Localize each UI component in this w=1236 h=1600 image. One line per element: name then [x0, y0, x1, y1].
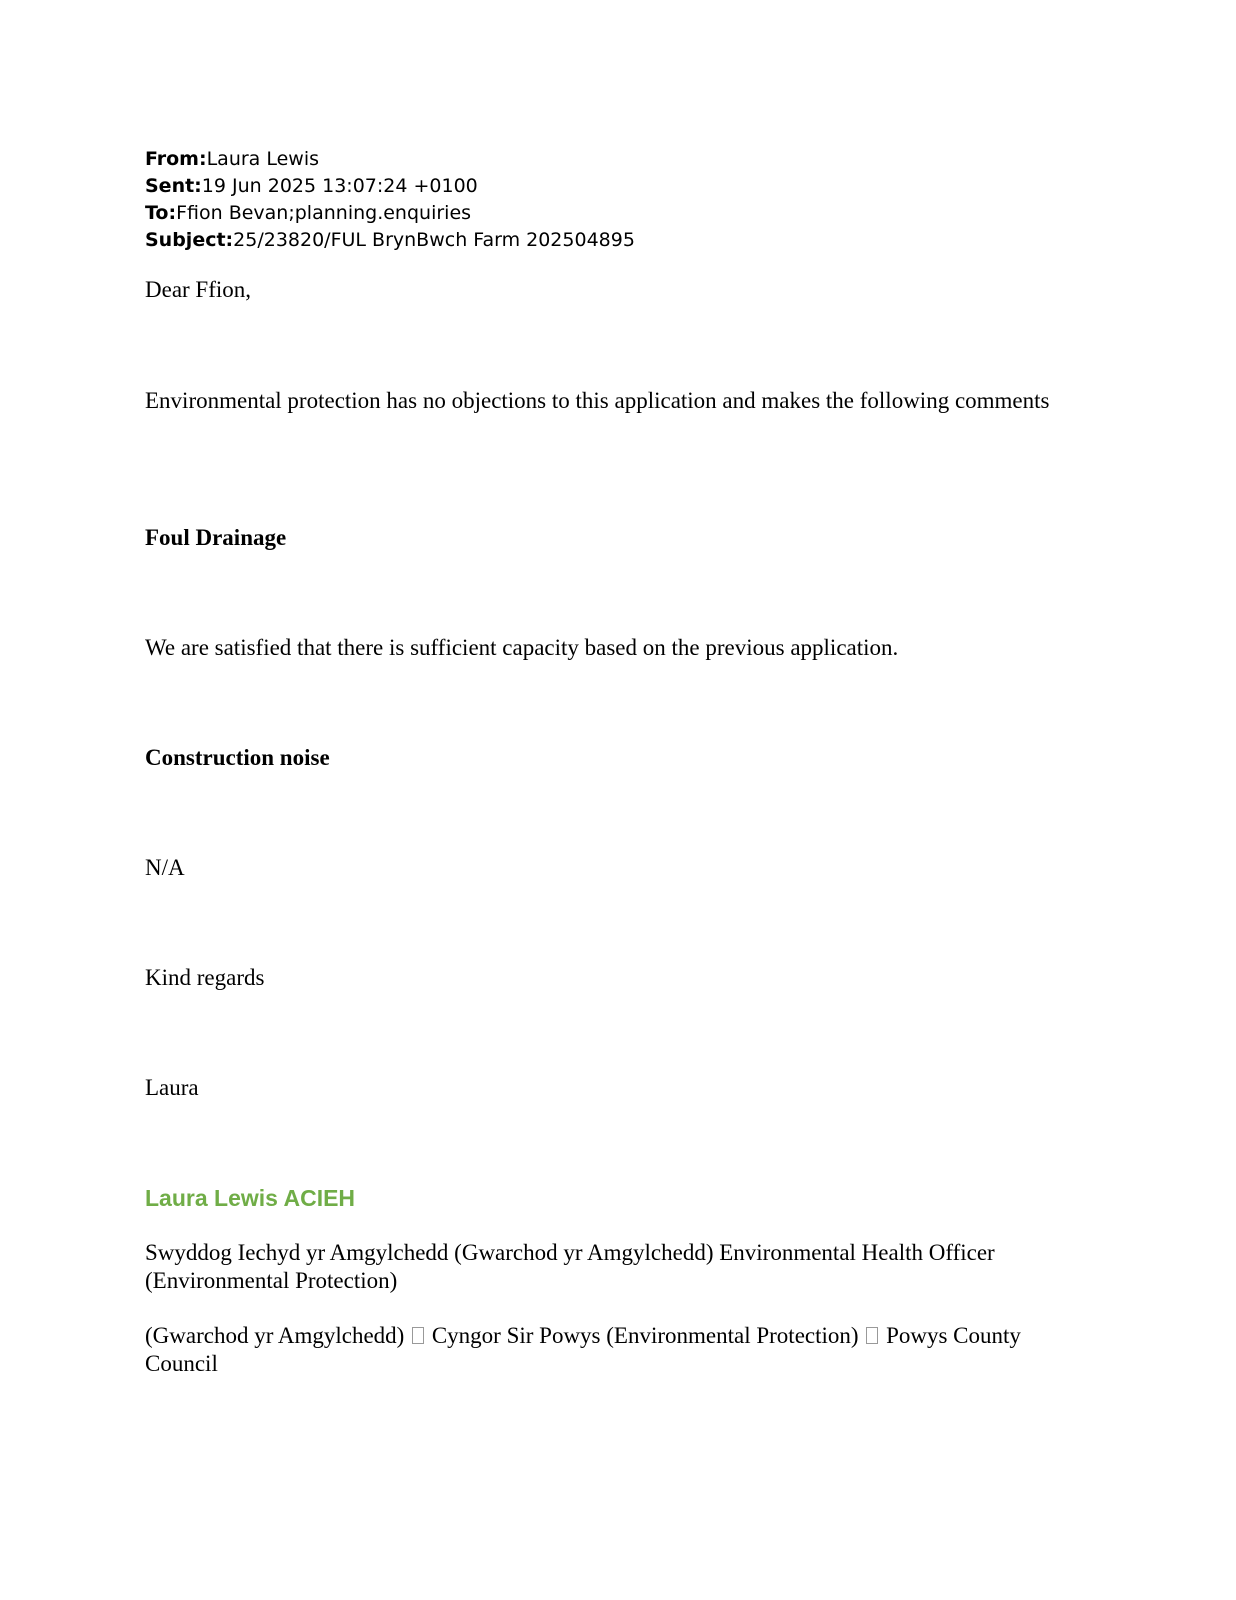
greeting: Dear Ffion,: [145, 277, 252, 302]
sent-label: Sent:: [145, 175, 202, 197]
to-line: [145, 200, 635, 227]
org-welsh-council: Cyngor Sir Powys (Environmental Protection): [431, 1323, 859, 1348]
foul-drainage-heading: Foul Drainage: [145, 525, 287, 550]
missing-glyph-icon: [412, 1327, 424, 1344]
missing-glyph-icon: [866, 1327, 878, 1344]
subject-line: [145, 227, 635, 254]
to-value: Ffion Bevan;planning.enquiries: [176, 202, 472, 224]
from-label: From:: [145, 148, 207, 170]
foul-drainage-text: We are satisfied that there is sufficient capacity based on the previous application.: [145, 635, 899, 660]
from-value: Laura Lewis: [206, 148, 320, 170]
subject-value: 25/23820/FUL BrynBwch Farm 202504895: [233, 229, 635, 251]
email-header: [145, 146, 635, 254]
construction-noise-heading: Construction noise: [145, 745, 330, 770]
sent-line: [145, 173, 635, 200]
signoff-name: Laura: [145, 1075, 199, 1100]
signature-organisation: [145, 1322, 1095, 1378]
subject-label: Subject:: [145, 229, 234, 251]
signature-name: Laura Lewis ACIEH: [145, 1185, 356, 1211]
construction-noise-text: N/A: [145, 855, 185, 880]
closing-line: Kind regards: [145, 965, 265, 990]
org-welsh-dept: (Gwarchod yr Amgylchedd): [145, 1323, 405, 1348]
sent-value: 19 Jun 2025 13:07:24 +0100: [201, 175, 478, 197]
intro-paragraph: Environmental protection has no objections to this application and makes the following comments: [145, 388, 1050, 413]
from-line: [145, 146, 635, 173]
to-label: To:: [145, 202, 177, 224]
org-english-council: Powys County Council: [145, 1323, 1021, 1376]
signature-title: Swyddog Iechyd yr Amgylchedd (Gwarchod yr Amgylchedd) Environmental Health Officer (Environmental Protection): [145, 1240, 995, 1293]
